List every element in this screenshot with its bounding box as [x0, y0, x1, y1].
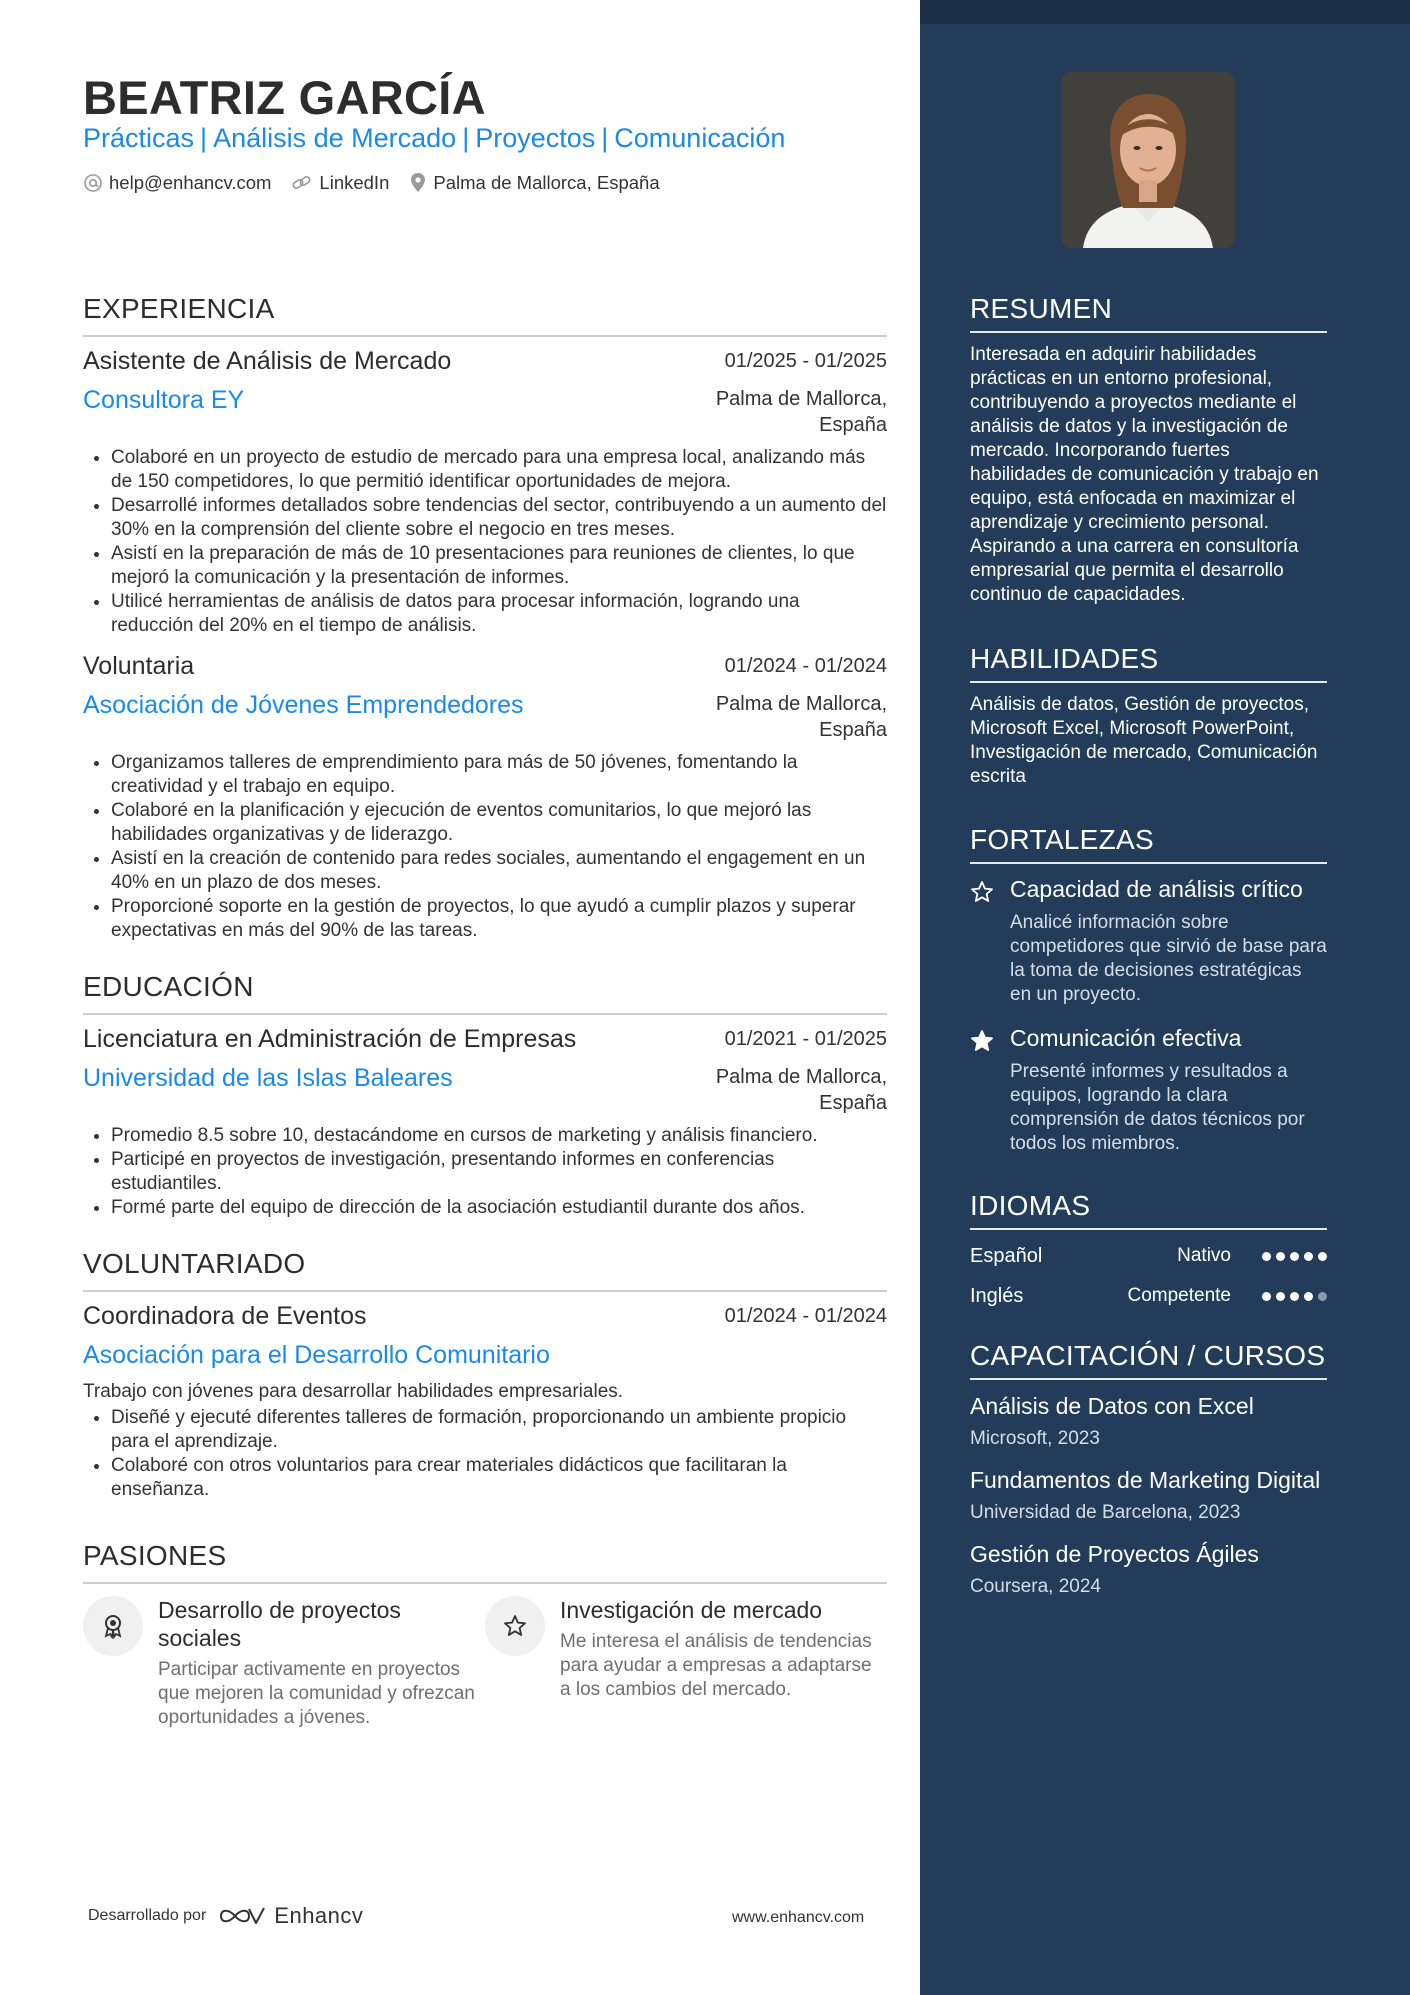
language-rating — [1257, 1292, 1327, 1301]
rating-dot-empty — [1318, 1292, 1327, 1301]
course-item — [970, 1540, 1327, 1598]
star-filled-icon — [970, 1029, 994, 1053]
volunteering-section — [83, 1248, 887, 1502]
strength-description: Presenté informes y resultados a equipos, logrando la clara comprensión de datos técnicos por todos los miembros. — [1010, 1061, 1305, 1154]
bullet-item: • Proporcioné soporte en la gestión de proyectos, lo que ayudó a cumplir plazos y superar expectativas en más del 90% de las tareas. — [111, 895, 887, 943]
location-pin-icon — [409, 172, 427, 194]
strength-item — [970, 1025, 1327, 1156]
rating-dot-filled — [1318, 1252, 1327, 1261]
strength-title: Capacidad de análisis crítico — [1010, 876, 1303, 902]
volunteering-entry — [83, 1302, 887, 1502]
course-title: Análisis de Datos con Excel — [970, 1393, 1254, 1419]
headline — [83, 123, 785, 154]
rating-dot-filled — [1262, 1292, 1271, 1301]
course-item — [970, 1392, 1327, 1450]
contact-location — [409, 172, 659, 194]
education-location: Palma de Mallorca, España — [715, 1066, 887, 1114]
course-title: Fundamentos de Marketing Digital — [970, 1467, 1321, 1493]
experience-entry — [83, 347, 887, 638]
languages-section — [970, 1190, 1327, 1310]
headline-part: Proyectos — [475, 123, 596, 153]
passion-title: Desarrollo de proyectos sociales — [158, 1597, 401, 1651]
job-title: Voluntaria — [83, 652, 195, 680]
courses-section — [970, 1340, 1327, 1598]
school-name[interactable]: Universidad de las Islas Baleares — [83, 1064, 453, 1092]
strengths-section — [970, 824, 1327, 1156]
experience-section — [83, 293, 887, 943]
passion-description: Me interesa el análisis de tendencias para ayudar a empresas a adaptarse a los cambios del mercado. — [560, 1631, 872, 1700]
job-dates: 01/2024 - 01/2024 — [724, 655, 887, 677]
language-rating — [1257, 1252, 1327, 1261]
summary-section — [970, 293, 1327, 607]
bullet-item: • Desarrollé informes detallados sobre tendencias del sector, contribuyendo a un aumento del 30% en la comprensión del cliente sobre el negocio en tres meses. — [111, 494, 887, 542]
job-location: Palma de Mallorca, España — [715, 693, 887, 741]
bullet-list — [83, 1124, 887, 1220]
volunteer-role: Coordinadora de Eventos — [83, 1302, 367, 1330]
education-section — [83, 971, 887, 1220]
strength-title: Comunicación efectiva — [1010, 1025, 1242, 1051]
course-provider: Universidad de Barcelona, 2023 — [970, 1502, 1241, 1523]
bullet-item: • Promedio 8.5 sobre 10, destacándome en cursos de marketing y análisis financiero. — [111, 1124, 887, 1148]
section-title: EXPERIENCIA — [83, 293, 887, 337]
headline-part: Prácticas — [83, 123, 195, 153]
rating-dot-filled — [1290, 1252, 1299, 1261]
email-text: help@enhancv.com — [109, 172, 272, 193]
section-title: FORTALEZAS — [970, 824, 1327, 864]
language-row — [970, 1282, 1327, 1310]
bullet-item: • Colaboré con otros voluntarios para crear materiales didácticos que facilitaran la enseñanza. — [111, 1454, 887, 1502]
education-dates: 01/2021 - 01/2025 — [724, 1028, 887, 1050]
bullet-item: • Formé parte del equipo de dirección de la asociación estudiantil durante dos años. — [111, 1196, 887, 1220]
brand-name: Enhancv — [274, 1903, 364, 1928]
course-item — [970, 1466, 1327, 1524]
job-dates: 01/2025 - 01/2025 — [724, 350, 887, 372]
course-provider: Coursera, 2024 — [970, 1576, 1101, 1597]
rating-dot-filled — [1304, 1252, 1313, 1261]
bullet-item: • Asistí en la creación de contenido para redes sociales, aumentando el engagement en un 40% en un plazo de dos meses. — [111, 847, 887, 895]
bullet-item: • Asistí en la preparación de más de 10 presentaciones para reuniones de clientes, lo que mejoró la comunicación y la presentación de informes. — [111, 542, 887, 590]
section-title: RESUMEN — [970, 293, 1327, 333]
language-name: Inglés — [970, 1284, 1024, 1307]
language-row — [970, 1242, 1327, 1270]
course-provider: Microsoft, 2023 — [970, 1428, 1100, 1449]
footer-url[interactable]: www.enhancv.com — [732, 1909, 865, 1926]
link-icon — [291, 173, 313, 193]
profile-photo — [1061, 72, 1235, 248]
education-entry — [83, 1025, 887, 1220]
section-title: IDIOMAS — [970, 1190, 1327, 1230]
built-by-text: Desarrollado por — [88, 1907, 207, 1924]
section-title: PASIONES — [83, 1540, 887, 1584]
headline-separator: | — [601, 123, 609, 153]
job-location: Palma de Mallorca, España — [715, 388, 887, 436]
bullet-item: • Utilicé herramientas de análisis de datos para procesar información, logrando una reducción del 20% en el tiempo de análisis. — [111, 590, 887, 638]
job-title: Asistente de Análisis de Mercado — [83, 347, 452, 375]
summary-text: Interesada en adquirir habilidades prácticas en un entorno profesional, contribuyendo a proyectos mediante el análisis de datos y la investigación de mercado. Incorporando fuertes habilidades de comunicación y trabajo en equipo, está enfocada en maximizar el aprendizaje y crecimiento personal. Aspirando a una carrera en consultoría empresarial que permita el desarrollo continuo de capacidades. — [970, 344, 1319, 605]
rating-dot-filled — [1262, 1252, 1271, 1261]
rating-dot-filled — [1276, 1292, 1285, 1301]
candidate-name: BEATRIZ GARCÍA — [83, 71, 486, 124]
section-title: EDUCACIÓN — [83, 971, 887, 1015]
contact-email[interactable] — [83, 172, 271, 194]
language-name: Español — [970, 1244, 1043, 1267]
passions-section — [83, 1540, 887, 1730]
linkedin-text: LinkedIn — [319, 172, 390, 193]
section-title: VOLUNTARIADO — [83, 1248, 887, 1292]
bullet-item: • Participé en proyectos de investigación, presentando informes en conferencias estudiantiles. — [111, 1148, 887, 1196]
bullet-item: • Colaboré en un proyecto de estudio de mercado para una empresa local, analizando más de 150 competidores, lo que permitió identificar oportunidades de mejora. — [111, 446, 887, 494]
headline-separator: | — [200, 123, 208, 153]
sidebar-top-band — [920, 0, 1410, 24]
section-title: HABILIDADES — [970, 643, 1327, 683]
language-level: Competente — [1127, 1285, 1231, 1306]
skills-section — [970, 643, 1327, 789]
bullet-item: • Colaboré en la planificación y ejecución de eventos comunitarios, lo que mejoró las habilidades organizativas y de liderazgo. — [111, 799, 887, 847]
strength-description: Analicé información sobre competidores que sirvió de base para la toma de decisiones estratégicas en un proyecto. — [1010, 912, 1327, 1005]
headline-separator: | — [462, 123, 470, 153]
course-title: Gestión de Proyectos Ágiles — [970, 1541, 1259, 1567]
passion-item — [485, 1596, 887, 1730]
contact-row — [83, 172, 680, 194]
experience-entry — [83, 652, 887, 943]
bullet-item: • Organizamos talleres de emprendimiento para más de 50 jóvenes, fomentando la creatividad y el trabajo en equipo. — [111, 751, 887, 799]
award-icon — [83, 1596, 143, 1656]
strength-item — [970, 876, 1327, 1007]
passion-title: Investigación de mercado — [560, 1597, 823, 1623]
section-title: CAPACITACIÓN / CURSOS — [970, 1340, 1327, 1380]
company-name[interactable]: Consultora EY — [83, 386, 245, 414]
at-icon — [83, 173, 103, 193]
skills-text: Análisis de datos, Gestión de proyectos, Microsoft Excel, Microsoft PowerPoint, Investigación de mercado, Comunicación escrita — [970, 694, 1318, 787]
bullet-list — [83, 751, 887, 943]
star-outline-icon — [970, 880, 994, 904]
passions-grid — [83, 1596, 887, 1730]
rating-dot-filled — [1290, 1292, 1299, 1301]
bullet-list — [83, 1406, 887, 1502]
enhancv-logo-icon — [218, 1904, 268, 1928]
volunteer-intro: Trabajo con jóvenes para desarrollar habilidades empresariales. — [83, 1381, 624, 1402]
volunteer-dates: 01/2024 - 01/2024 — [724, 1305, 887, 1327]
passion-description: Participar activamente en proyectos que mejoren la comunidad y ofrezcan oportunidades a jóvenes. — [158, 1659, 475, 1728]
language-level: Nativo — [1177, 1245, 1231, 1266]
bullet-item: • Diseñé y ejecuté diferentes talleres de formación, proporcionando un ambiente propicio para el aprendizaje. — [111, 1406, 887, 1454]
sidebar — [920, 0, 1410, 1995]
rating-dot-filled — [1276, 1252, 1285, 1261]
star-outline-icon — [485, 1596, 545, 1656]
location-text: Palma de Mallorca, España — [433, 172, 660, 193]
company-name[interactable]: Asociación de Jóvenes Emprendedores — [83, 691, 524, 719]
rating-dot-filled — [1304, 1292, 1313, 1301]
degree-title: Licenciatura en Administración de Empresas — [83, 1025, 577, 1053]
contact-linkedin[interactable] — [291, 172, 389, 194]
headline-part: Análisis de Mercado — [213, 123, 457, 153]
footer-credit — [88, 1903, 363, 1929]
passion-item — [83, 1596, 485, 1730]
volunteer-org[interactable]: Asociación para el Desarrollo Comunitario — [83, 1341, 550, 1369]
bullet-list — [83, 446, 887, 638]
headline-part: Comunicación — [614, 123, 786, 153]
